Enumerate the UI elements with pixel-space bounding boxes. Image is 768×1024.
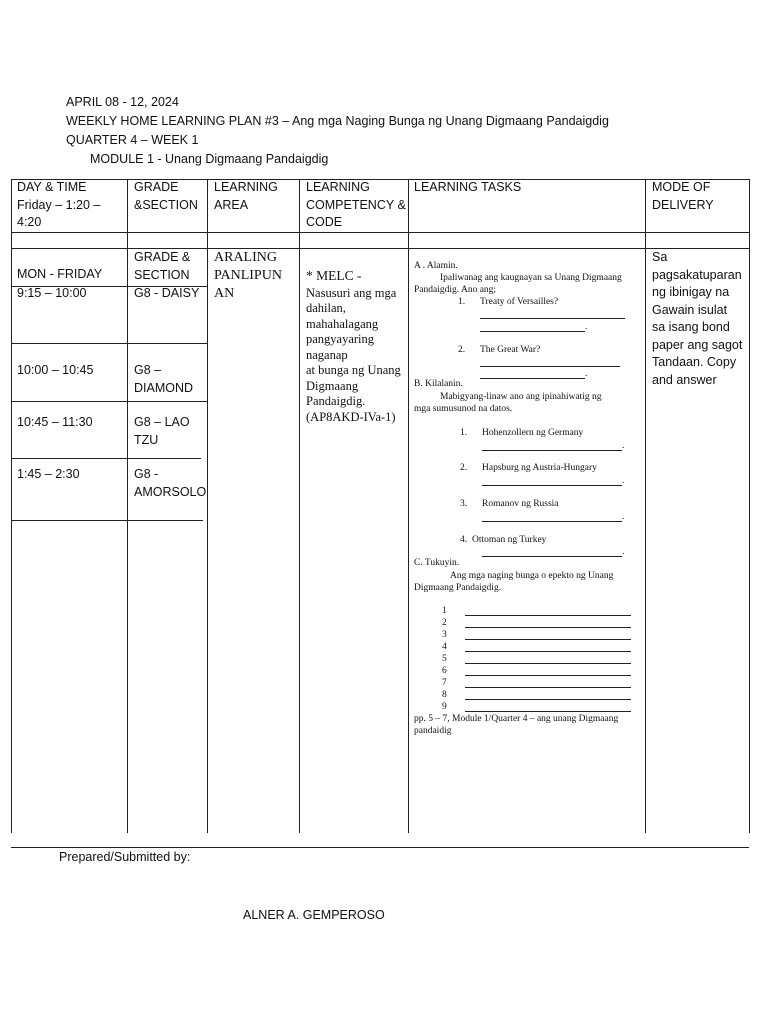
- section-line: G8 –: [134, 363, 162, 377]
- task-b-item-2-num: 2.: [460, 463, 468, 473]
- answer-blank: [482, 450, 622, 451]
- section-4: [134, 466, 206, 501]
- row-separator-3: [11, 401, 207, 402]
- section-2: [134, 362, 193, 397]
- answer-line: [465, 627, 631, 628]
- grade-section-subheader: [134, 249, 190, 284]
- col-header-grade-section: [134, 179, 198, 214]
- days-label: MON - FRIDAY: [17, 267, 103, 281]
- learning-area-line: AN: [214, 286, 235, 301]
- col-header-area-line: LEARNING: [214, 180, 278, 194]
- col-header-day-time: [17, 179, 100, 232]
- task-period: .: [585, 369, 588, 379]
- col-header-day-time-line: 4:20: [17, 215, 42, 229]
- answer-line: [465, 699, 631, 700]
- task-reference-line-1: pp. 5 – 7, Module 1/Quarter 4 – ang unang Digmaang: [414, 714, 619, 724]
- table-col-line-3: [299, 179, 300, 833]
- task-period: .: [585, 322, 588, 332]
- table-col-line-0: [11, 179, 12, 833]
- table-header-bottom-border: [11, 232, 749, 233]
- mode-line: Gawain isulat: [652, 302, 728, 317]
- col-header-competency: [306, 179, 406, 232]
- task-a-item-1-text: Treaty of Versailles?: [480, 297, 559, 307]
- time-slot-1: 9:15 – 10:00: [17, 286, 87, 300]
- mode-line: paper ang sagot: [652, 337, 743, 352]
- mode-line: Sa: [652, 250, 668, 264]
- section-line: G8 -: [134, 467, 159, 481]
- table-col-line-1: [127, 179, 128, 833]
- table-col-line-5: [645, 179, 646, 833]
- task-a-item-1-num: 1.: [458, 297, 466, 307]
- mode-of-delivery-value: [652, 249, 742, 389]
- task-reference-line-2: pandaidig: [414, 726, 452, 736]
- col-header-learning-tasks: LEARNING TASKS: [414, 180, 522, 194]
- section-line: TZU: [134, 432, 159, 447]
- task-c-num-1: 1: [442, 606, 447, 616]
- task-c-num-2: 2: [442, 618, 447, 628]
- task-b-line-2: mga sumusunod na datos.: [414, 404, 513, 414]
- time-slot-4: 1:45 – 2:30: [17, 467, 80, 481]
- task-b-line-1: Mabigyang-linaw ano ang ipinahiwatig ng: [440, 392, 602, 402]
- task-a-line-1: Ipaliwanag ang kaugnayan sa Unang Digmaang: [440, 273, 622, 283]
- header-quarter-week: QUARTER 4 – WEEK 1: [66, 133, 199, 147]
- answer-blank: [480, 378, 585, 379]
- competency-line: dahilan,: [306, 301, 346, 315]
- learning-area-line: PANLIPUN: [214, 268, 282, 283]
- answer-line: [465, 651, 631, 652]
- task-c-num-6: 6: [442, 666, 447, 676]
- answer-blank: [482, 556, 622, 557]
- competency-value: [306, 268, 401, 425]
- table-col-line-4: [408, 179, 409, 833]
- task-c-num-4: 4: [442, 642, 447, 652]
- competency-line: mahahalagang: [306, 316, 379, 331]
- task-period: .: [622, 476, 625, 486]
- task-c-num-5: 5: [442, 654, 447, 664]
- section-1: G8 - DAISY: [134, 286, 200, 300]
- col-header-area-line: AREA: [214, 197, 249, 212]
- task-c-line-2: Digmaang Pandaigdig.: [414, 583, 502, 593]
- header-plan-title: WEEKLY HOME LEARNING PLAN #3 – Ang mga Naging Bunga ng Unang Digmaang Pandaigdig: [66, 114, 609, 128]
- task-b-item-4: 4.: [460, 535, 468, 545]
- task-b-item-3-text: Romanov ng Russia: [482, 499, 559, 509]
- task-period: .: [622, 512, 625, 522]
- prepared-by-label: Prepared/Submitted by:: [59, 850, 191, 864]
- mode-line: and answer: [652, 372, 717, 387]
- competency-line: Nasusuri ang mga: [306, 285, 397, 300]
- col-header-comp-line: CODE: [306, 215, 343, 229]
- table-col-line-2: [207, 179, 208, 833]
- task-c-title: C. Tukuyin.: [414, 558, 460, 568]
- col-header-mode-line: MODE OF: [652, 180, 711, 194]
- task-b-title: B. Kilalanin.: [414, 379, 463, 389]
- time-slot-3: 10:45 – 11:30: [17, 415, 93, 429]
- answer-blank: [482, 485, 622, 486]
- task-b-item-2-text: Hapsburg ng Austria-Hungary: [482, 463, 597, 473]
- table-col-line-6: [749, 179, 750, 833]
- learning-area-value: [214, 249, 282, 303]
- answer-line: [465, 639, 631, 640]
- task-period: .: [622, 547, 625, 557]
- col-header-mode-delivery: [652, 179, 714, 214]
- competency-line: at bunga ng Unang: [306, 363, 401, 377]
- section-3: [134, 414, 190, 449]
- row-separator-2: [11, 343, 207, 344]
- task-c-line-1: Ang mga naging bunga o epekto ng Unang: [450, 571, 614, 581]
- answer-blank: [480, 366, 620, 367]
- task-a-item-2-num: 2.: [458, 345, 466, 355]
- col-header-day-time-line: Friday – 1:20 –: [17, 197, 101, 212]
- competency-line: naganap: [306, 347, 348, 362]
- answer-line: [465, 711, 631, 712]
- competency-line: * MELC -: [306, 268, 362, 283]
- col-header-grade-line: &SECTION: [134, 197, 198, 212]
- col-header-grade-line: GRADE: [134, 180, 179, 194]
- answer-blank: [480, 318, 625, 319]
- col-header-comp-line: LEARNING: [306, 180, 370, 194]
- competency-line: Pandaigdig.: [306, 394, 366, 408]
- task-a-line-2: Pandaigdig. Ano ang;: [414, 285, 497, 295]
- time-slot-2: 10:00 – 10:45: [17, 363, 94, 377]
- task-c-num-9: 9: [442, 702, 447, 712]
- header-module: MODULE 1 - Unang Digmaang Pandaigdig: [90, 152, 329, 166]
- answer-line: [465, 663, 631, 664]
- mode-line: Tandaan. Copy: [652, 355, 737, 369]
- mode-line: pagsakatuparan: [652, 267, 742, 282]
- col-header-comp-line: COMPETENCY &: [306, 197, 406, 212]
- col-header-mode-line: DELIVERY: [652, 197, 714, 212]
- mode-line: sa isang bond: [652, 320, 730, 334]
- task-c-num-3: 3: [442, 630, 447, 640]
- task-b-item-1-text: Hohenzollern ng Germany: [482, 428, 584, 438]
- task-c-num-7: 7: [442, 678, 447, 688]
- col-header-learning-area: [214, 179, 278, 214]
- grade-subheader-line: SECTION: [134, 267, 190, 282]
- row-separator-5: [11, 520, 203, 521]
- grade-subheader-line: GRADE &: [134, 250, 191, 264]
- task-a-item-2-text: The Great War?: [480, 345, 541, 355]
- answer-blank: [482, 521, 622, 522]
- preparer-name: ALNER A. GEMPEROSO: [243, 908, 385, 922]
- task-c-num-8: 8: [442, 690, 447, 700]
- learning-area-line: ARALING: [214, 250, 277, 265]
- answer-line: [465, 615, 631, 616]
- col-header-day-time-line: DAY & TIME: [17, 180, 87, 194]
- task-period: .: [622, 441, 625, 451]
- mode-line: ng ibinigay na: [652, 285, 730, 299]
- section-line: G8 – LAO: [134, 415, 190, 429]
- competency-line: pangyayaring: [306, 332, 375, 346]
- row-separator-4: [11, 458, 201, 459]
- task-b-item-4-text: Ottoman ng Turkey: [472, 535, 547, 545]
- answer-blank: [480, 331, 585, 332]
- task-b-item-1-num: 1.: [460, 428, 468, 438]
- answer-line: [465, 687, 631, 688]
- header-dates: APRIL 08 - 12, 2024: [66, 95, 179, 109]
- section-line: AMORSOLO: [134, 484, 207, 499]
- table-spacer-bottom-border: [11, 248, 749, 249]
- section-line: DIAMOND: [134, 380, 194, 395]
- answer-line: [465, 675, 631, 676]
- task-a-title: A . Alamin.: [414, 261, 458, 271]
- task-b-item-3-num: 3.: [460, 499, 468, 509]
- competency-line: (AP8AKD-IVa-1): [306, 409, 396, 424]
- competency-line: Digmaang: [306, 378, 359, 393]
